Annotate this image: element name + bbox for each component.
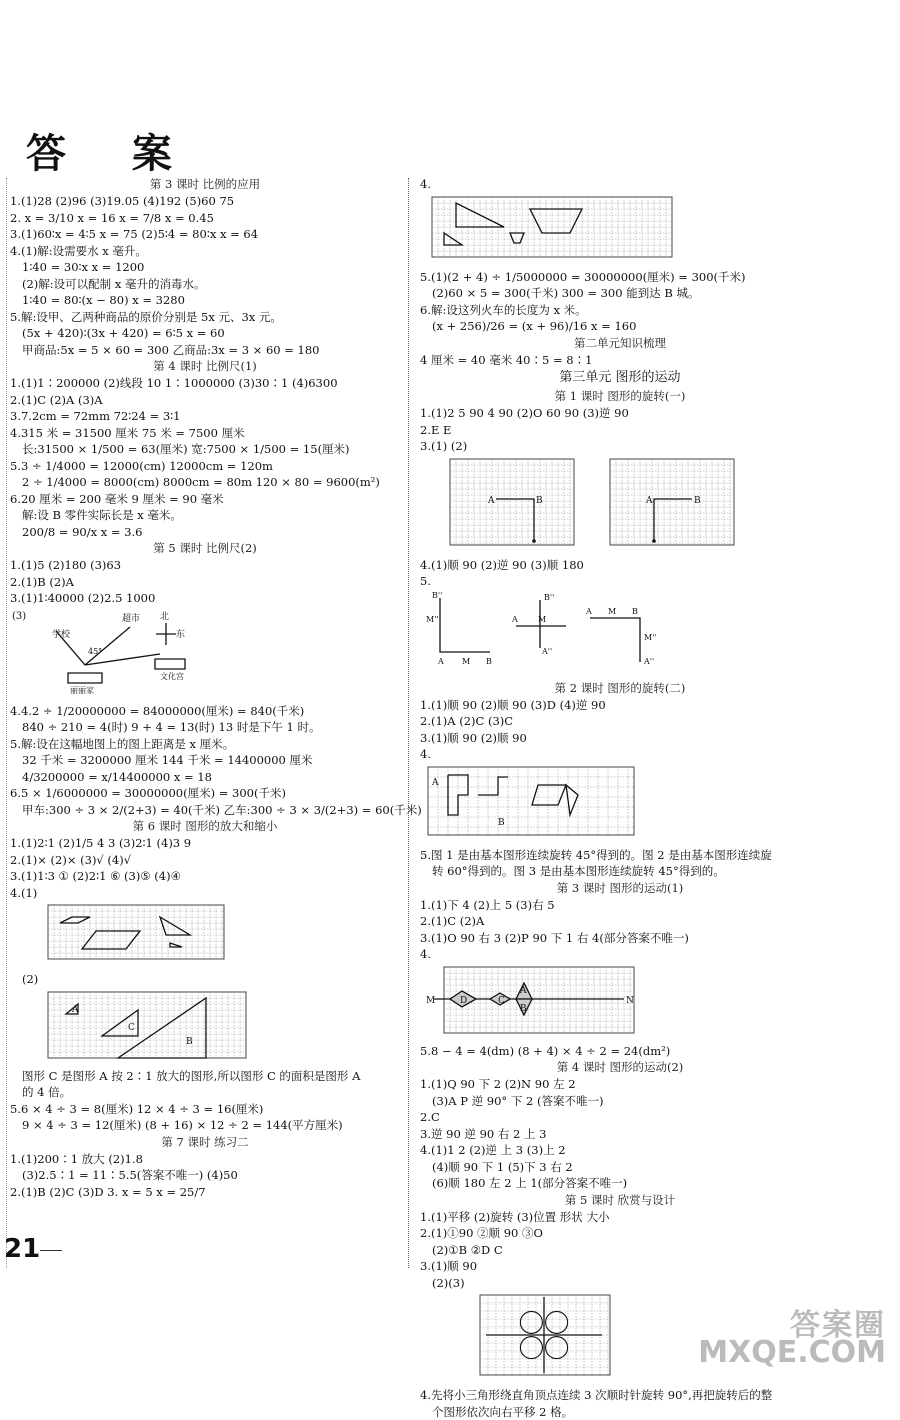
line-to-school bbox=[56, 631, 85, 665]
small-parallelogram bbox=[60, 917, 90, 923]
label-b-3: B bbox=[632, 607, 638, 616]
answer-line: 2.(1)C (2)A (3)A bbox=[10, 392, 400, 409]
north-label: 北 bbox=[160, 610, 169, 622]
answer-line: 6.20 厘米 = 200 毫米 9 厘米 = 90 毫米 bbox=[10, 491, 400, 508]
grid-4-1 bbox=[48, 905, 224, 959]
figure-gridR4 bbox=[420, 195, 820, 265]
section-heading: 第 3 课时 图形的运动(1) bbox=[420, 880, 820, 897]
map-part-label: (3) bbox=[12, 611, 26, 622]
section-heading: 第 5 课时 欣赏与设计 bbox=[420, 1192, 820, 1209]
figure-grid42 bbox=[10, 990, 400, 1064]
answer-line: 1.(1)顺 90 (2)顺 90 (3)D (4)逆 90 bbox=[420, 697, 820, 714]
answer-line: 3.(1) (2) bbox=[420, 438, 820, 455]
label-m-1: M bbox=[462, 657, 470, 666]
answer-line: 1.(1)平移 (2)旋转 (3)位置 形状 大小 bbox=[420, 1209, 820, 1226]
answer-line: 2.E E bbox=[420, 422, 820, 439]
answer-line: (x + 256)/26 = (x + 96)/16 x = 160 bbox=[420, 318, 820, 335]
right-column bbox=[420, 176, 820, 1420]
answer-line: 4.(1)顺 90 (2)逆 90 (3)顺 180 bbox=[420, 557, 820, 574]
rotation-grid-3 bbox=[420, 457, 800, 549]
label-c: C bbox=[128, 1023, 135, 1033]
label-a: A bbox=[519, 986, 527, 996]
market-label: 超市 bbox=[122, 612, 140, 624]
answer-line: 1.(1)2∶1 (2)1/5 4 3 (3)2∶1 (4)3 9 bbox=[10, 835, 400, 852]
answer-line: 5.图 1 是由基本图形连续旋转 45°得到的。图 2 是由基本图形连续旋 bbox=[420, 847, 820, 864]
rot5-fig-1 bbox=[440, 598, 490, 652]
watermark-logo: 答案圈 bbox=[790, 1300, 886, 1344]
label-m2-3: M'' bbox=[644, 633, 657, 642]
figure-rot3 bbox=[420, 457, 820, 553]
answer-line: 长:31500 × 1/500 = 63(厘米) 宽:7500 × 1/500 = 15(厘米) bbox=[10, 441, 400, 458]
answer-line: (4)顺 90 下 1 (5)下 3 右 2 bbox=[420, 1159, 820, 1176]
answer-line: 的 4 倍。 bbox=[10, 1084, 400, 1101]
direction-map-figure bbox=[10, 609, 230, 695]
answer-line: 2.C bbox=[420, 1109, 820, 1126]
answer-line: 4.先将小三角形绕直角顶点连续 3 次顺时针旋转 90°,再把旋转后的整 bbox=[420, 1387, 820, 1404]
rotation-grid-2-4 bbox=[420, 765, 640, 839]
grid-4-2 bbox=[48, 992, 246, 1058]
grid-3-2 bbox=[610, 459, 734, 545]
section-heading: 第二单元知识梳理 bbox=[420, 335, 820, 352]
answer-line: 1.(1)2 5 90 4 90 (2)O 60 90 (3)逆 90 bbox=[420, 405, 820, 422]
answer-line: (2)解:设可以配制 x 毫升的消毒水。 bbox=[10, 276, 400, 293]
answer-line: 5.3 ÷ 1/4000 = 12000(cm) 12000cm = 120m bbox=[10, 458, 400, 475]
large-parallelogram bbox=[82, 931, 140, 949]
unit2-grid-4 bbox=[420, 195, 680, 261]
rot24-fig-2 bbox=[478, 777, 508, 795]
label-a-2: A bbox=[511, 615, 518, 624]
answer-line: 5.解:设在这幅地图上的图上距离是 x 厘米。 bbox=[10, 736, 400, 753]
rot5-fig-3 bbox=[590, 618, 640, 662]
label-a-1: A bbox=[437, 657, 444, 666]
left-margin-rule bbox=[6, 178, 7, 1268]
answer-line: (3)2.5∶1 = 11∶5.5(答案不唯一) (4)50 bbox=[10, 1167, 400, 1184]
column-divider bbox=[408, 178, 409, 1268]
answer-line: 4.(1)1 2 (2)逆 上 3 (3)上 2 bbox=[420, 1142, 820, 1159]
left-column bbox=[10, 176, 400, 1200]
label-b2-1: B'' bbox=[432, 592, 442, 600]
rot-fig-2 bbox=[654, 499, 692, 541]
answer-line: 5.6 × 4 ÷ 3 = 8(厘米) 12 × 4 ÷ 3 = 16(厘米) bbox=[10, 1101, 400, 1118]
grid-3-1 bbox=[450, 459, 574, 545]
figure-rot5 bbox=[420, 592, 820, 676]
point-1 bbox=[532, 539, 536, 543]
label-a2-3: A'' bbox=[643, 657, 654, 666]
answer-line: 840 ÷ 210 = 4(时) 9 + 4 = 13(时) 13 时是下午 1 时。 bbox=[10, 719, 400, 736]
school-label: 学校 bbox=[52, 628, 71, 640]
clover-petal bbox=[520, 1311, 542, 1333]
page-number: 21 bbox=[4, 1234, 40, 1264]
answer-line: (2)60 × 5 = 300(千米) 300 = 300 能到达 B 城。 bbox=[420, 285, 820, 302]
answer-line: 4 厘米 = 40 毫米 40∶5 = 8∶1 bbox=[420, 352, 820, 369]
clover-petal bbox=[520, 1337, 542, 1359]
figure-gridR24 bbox=[420, 765, 820, 843]
answer-line: 4.315 米 = 31500 厘米 75 米 = 7500 厘米 bbox=[10, 425, 400, 442]
rotation-figure-5 bbox=[420, 592, 700, 672]
answer-line: 4.4.2 ÷ 1/20000000 = 84000000(厘米) = 840(千米) bbox=[10, 703, 400, 720]
label-a-3: A bbox=[585, 607, 592, 616]
answer-line: 4.(1) bbox=[10, 885, 400, 902]
label-n: N bbox=[626, 996, 634, 1006]
answer-line: 6.5 × 1/6000000 = 30000000(厘米) = 300(千米) bbox=[10, 785, 400, 802]
answer-line: (2) bbox=[10, 971, 400, 988]
section-heading: 第 2 课时 图形的旋转(二) bbox=[420, 680, 820, 697]
answer-line: 3.(1)顺 90 (2)顺 90 bbox=[420, 730, 820, 747]
section-heading: 第 7 课时 练习二 bbox=[10, 1134, 400, 1151]
answer-line: 转 60°得到的。图 3 是由基本图形连续旋转 45°得到的。 bbox=[420, 863, 820, 880]
answer-line: (2)①B ②D C bbox=[420, 1242, 820, 1259]
answer-line: 1.(1)28 (2)96 (3)19.05 (4)192 (5)60 75 bbox=[10, 193, 400, 210]
answer-line: (6)顺 180 左 2 上 1(部分答案不唯一) bbox=[420, 1175, 820, 1192]
answer-line: 1.(1)5 (2)180 (3)63 bbox=[10, 557, 400, 574]
angle-label: 45° bbox=[88, 647, 102, 656]
answer-line: 5. bbox=[420, 573, 820, 590]
label-b: B bbox=[186, 1037, 193, 1047]
label-a: A bbox=[431, 778, 439, 788]
answer-line: 2.(1)B (2)A bbox=[10, 574, 400, 591]
answer-line: 个图形依次向右平移 2 格。 bbox=[420, 1404, 820, 1420]
label-m2-1: M'' bbox=[426, 615, 439, 624]
answer-line: 4.(1)解:设需要水 x 毫升。 bbox=[10, 243, 400, 260]
clover-petal bbox=[546, 1311, 568, 1333]
answer-line: 3.(1)60∶x = 4∶5 x = 75 (2)5∶4 = 80∶x x = 64 bbox=[10, 226, 400, 243]
answer-line: 3.(1)1∶40000 (2)2.5 1000 bbox=[10, 590, 400, 607]
answer-line: 4/3200000 = x/14400000 x = 18 bbox=[10, 769, 400, 786]
label-b2-2: B'' bbox=[544, 593, 554, 602]
answer-line: 3.7.2cm = 72mm 72∶24 = 3∶1 bbox=[10, 408, 400, 425]
label-c: C bbox=[498, 996, 505, 1006]
label-a2-2: A'' bbox=[541, 647, 552, 656]
east-label: 东 bbox=[176, 628, 185, 640]
answer-line: 1∶40 = 30∶x x = 1200 bbox=[10, 259, 400, 276]
answer-line: 1.(1)200∶1 放大 (2)1.8 bbox=[10, 1151, 400, 1168]
answer-line: 3.(1)1∶3 ① (2)2∶1 ⑥ (3)⑤ (4)④ bbox=[10, 868, 400, 885]
section-heading: 第 3 课时 比例的应用 bbox=[10, 176, 400, 193]
section-heading: 第 4 课时 比例尺(1) bbox=[10, 358, 400, 375]
answer-line: 1∶40 = 80∶(x − 80) x = 3280 bbox=[10, 292, 400, 309]
answer-line: 2.(1)①90 ②顺 90 ③O bbox=[420, 1225, 820, 1242]
clover-petal bbox=[546, 1337, 568, 1359]
enlarge-grid-1 bbox=[10, 903, 230, 963]
palace-label: 文化宫 bbox=[160, 671, 184, 681]
answer-line: (5x + 420)∶(3x + 420) = 6∶5 x = 60 bbox=[10, 325, 400, 342]
grid-r24 bbox=[428, 767, 634, 835]
rot24-parallelogram bbox=[532, 785, 566, 805]
answer-line: 6.解:设这列火车的长度为 x 米。 bbox=[420, 302, 820, 319]
palace-building-icon bbox=[155, 659, 185, 669]
section-heading: 第 6 课时 图形的放大和缩小 bbox=[10, 818, 400, 835]
large-triangle bbox=[160, 917, 190, 935]
answer-line: 解:设 B 零件实际长是 x 毫米。 bbox=[10, 507, 400, 524]
answer-line: 3.逆 90 逆 90 右 2 上 3 bbox=[420, 1126, 820, 1143]
label-m-2: M bbox=[538, 615, 546, 624]
answer-line: (2)(3) bbox=[420, 1275, 820, 1292]
answer-line: 3.(1)O 90 右 3 (2)P 90 下 1 右 4(部分答案不唯一) bbox=[420, 930, 820, 947]
answer-line: 1.(1)下 4 (2)上 5 (3)右 5 bbox=[420, 897, 820, 914]
label-b2: B bbox=[694, 496, 701, 506]
label-b1: B bbox=[536, 496, 543, 506]
answer-line: 图形 C 是图形 A 按 2∶1 放大的图形,所以图形 C 的面积是图形 A bbox=[10, 1068, 400, 1085]
answer-line: 1.(1)Q 90 下 2 (2)N 90 左 2 bbox=[420, 1076, 820, 1093]
label-d: D bbox=[460, 996, 467, 1006]
answer-line: 2.(1)A (2)C (3)C bbox=[420, 713, 820, 730]
label-b: B bbox=[520, 1004, 527, 1014]
answer-line: 甲商品:5x = 5 × 60 = 300 乙商品:3x = 3 × 60 = 180 bbox=[10, 342, 400, 359]
section-heading: 第 5 课时 比例尺(2) bbox=[10, 540, 400, 557]
figure-map bbox=[10, 609, 400, 699]
motion-grid-3-4 bbox=[420, 965, 640, 1035]
figure-gridR34 bbox=[420, 965, 820, 1039]
watermark-url: MXQE.COM bbox=[698, 1335, 886, 1370]
answer-line: 5.8 − 4 = 4(dm) (8 + 4) × 4 ÷ 2 = 24(dm²) bbox=[420, 1043, 820, 1060]
answer-line: 4. bbox=[420, 746, 820, 763]
label-b: B bbox=[498, 818, 505, 828]
figure-grid41 bbox=[10, 903, 400, 967]
page-number-dash bbox=[40, 1250, 62, 1251]
clover-design-grid bbox=[420, 1293, 640, 1379]
label-m: M bbox=[426, 996, 435, 1006]
answer-line: 9 × 4 ÷ 3 = 12(厘米) (8 + 16) × 12 ÷ 2 = 144(平方厘米) bbox=[10, 1117, 400, 1134]
label-b-1: B bbox=[486, 657, 492, 666]
answer-line: 3.(1)顺 90 bbox=[420, 1258, 820, 1275]
answer-line: 4. bbox=[420, 176, 820, 193]
home-building-icon bbox=[68, 673, 102, 683]
enlarge-grid-2 bbox=[10, 990, 250, 1060]
answer-line: 32 千米 = 3200000 厘米 144 千米 = 14400000 厘米 bbox=[10, 752, 400, 769]
section-heading: 第 1 课时 图形的旋转(一) bbox=[420, 388, 820, 405]
answer-line: 2.(1)B (2)C (3)D 3. x = 5 x = 25/7 bbox=[10, 1184, 400, 1201]
label-a: A bbox=[71, 1005, 79, 1015]
home-label: 丽丽家 bbox=[70, 685, 94, 695]
section-heading: 第三单元 图形的运动 bbox=[420, 368, 820, 388]
answer-line: 5.(1)(2 + 4) ÷ 1/5000000 = 30000000(厘米) = 300(千米) bbox=[420, 269, 820, 286]
answer-line: 200/8 = 90/x x = 3.6 bbox=[10, 524, 400, 541]
answer-line: 2.(1)C (2)A bbox=[420, 913, 820, 930]
answer-line: 2. x = 3/10 x = 16 x = 7/8 x = 0.45 bbox=[10, 210, 400, 227]
section-heading: 第 4 课时 图形的运动(2) bbox=[420, 1059, 820, 1076]
answer-line: (3)A P 逆 90° 下 2 (答案不唯一) bbox=[420, 1093, 820, 1110]
answer-line: 2 ÷ 1/4000 = 8000(cm) 8000cm = 80m 120 × 80 = 9600(m²) bbox=[10, 474, 400, 491]
answer-line: 5.解:设甲、乙两种商品的原价分别是 5x 元、3x 元。 bbox=[10, 309, 400, 326]
page-title: 答 案 bbox=[26, 122, 198, 179]
label-a2: A bbox=[645, 496, 653, 506]
answer-line: 2.(1)× (2)× (3)√ (4)√ bbox=[10, 852, 400, 869]
answer-line: 甲车:300 ÷ 3 × 2/(2+3) = 40(千米) 乙车:300 ÷ 3 × 3/(2+3) = 60(千米) bbox=[10, 802, 400, 819]
label-m-3: M bbox=[608, 607, 616, 616]
rot24-fig-1 bbox=[448, 775, 468, 815]
answer-line: 1.(1)1∶200000 (2)线段 10 1∶1000000 (3)30∶1 (4)6300 bbox=[10, 375, 400, 392]
point-2 bbox=[652, 539, 656, 543]
label-a1: A bbox=[487, 496, 495, 506]
answer-line: 4. bbox=[420, 946, 820, 963]
